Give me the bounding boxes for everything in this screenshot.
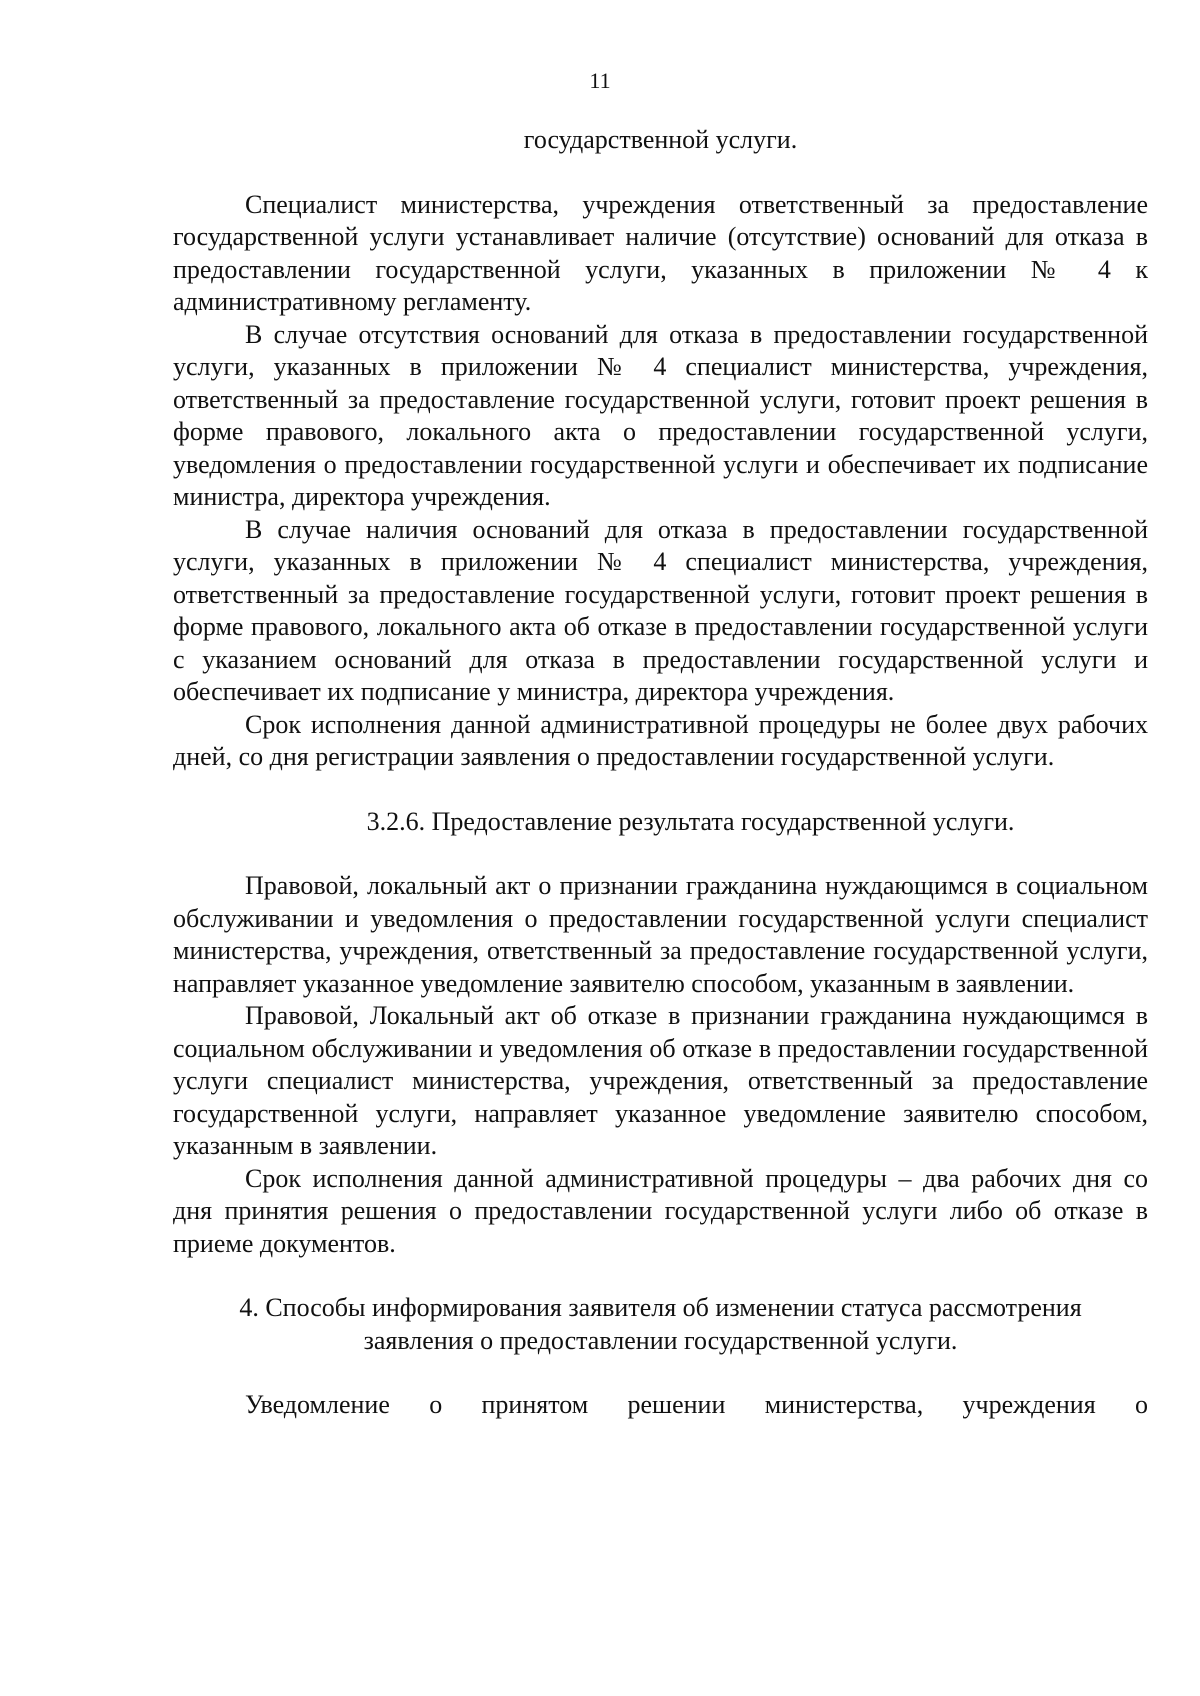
paragraph: В случае отсутствия оснований для отказа в предоставлении государственной услуги, указанных в приложении № 4 специалист министерства, учреждения, ответственный за предоставление государственной услуги, готовит проект решения в форме правового, локального акта о предоставлении государственной услуги, уведомления о предоставлении государственной услуги и обеспечивает их подписание министра, директора учреждения.	[173, 319, 1148, 511]
final-paragraph: Уведомление о принятом решении министерства, учреждения о	[245, 1390, 1148, 1419]
chapter-heading-line: 4. Способы информирования заявителя об изменении статуса рассмотрения	[239, 1293, 1082, 1322]
paragraph: Специалист министерства, учреждения ответственный за предоставление государственной услуги устанавливает наличие (отсутствие) оснований для отказа в предоставлении государственной услуги, указанных в приложении № 4 к административному регламенту.	[173, 189, 1148, 316]
chapter-heading-line: заявления о предоставлении государственной услуги.	[363, 1325, 958, 1355]
page-number: 11	[589, 68, 611, 93]
paragraph: Срок исполнения данной административной процедуры – два рабочих дня со дня принятия решения о предоставлении государственной услуги либо об отказе в приеме документов.	[173, 1163, 1148, 1258]
section-heading: 3.2.6. Предоставление результата государственной услуги.	[366, 806, 1015, 836]
paragraph: В случае наличия оснований для отказа в предоставлении государственной услуги, указанных в приложении № 4 специалист министерства, учреждения, ответственный за предоставление государственной услуги, готовит проект решения в форме правового, локального акта об отказе в предоставлении государственной услуги с указанием оснований для отказа в предоставлении государственной услуги и обеспечивает их подписание у министра, директора учреждения.	[173, 514, 1148, 706]
paragraph-block-1	[173, 189, 1148, 774]
document-body	[173, 124, 1148, 1422]
paragraph-block-2	[173, 870, 1148, 1260]
continuation-line: государственной услуги.	[523, 125, 798, 154]
chapter-heading	[173, 1292, 1148, 1357]
paragraph: Срок исполнения данной административной процедуры не более двух рабочих дней, со дня регистрации заявления о предоставлении государственной услуги.	[173, 709, 1148, 771]
paragraph: Правовой, локальный акт о признании гражданина нуждающимся в социальном обслуживании и уведомления о предоставлении государственной услуги специалист министерства, учреждения, ответственный за предоставление государственной услуги, направляет указанное уведомление заявителю способом, указанным в заявлении.	[173, 871, 1148, 998]
paragraph: Правовой, Локальный акт об отказе в признании гражданина нуждающимся в социальном обслуживании и уведомления об отказе в предоставлении государственной услуги специалист министерства, учреждения, ответственный за предоставление государственной услуги, направляет указанное уведомление заявителю способом, указанным в заявлении.	[173, 1001, 1148, 1160]
